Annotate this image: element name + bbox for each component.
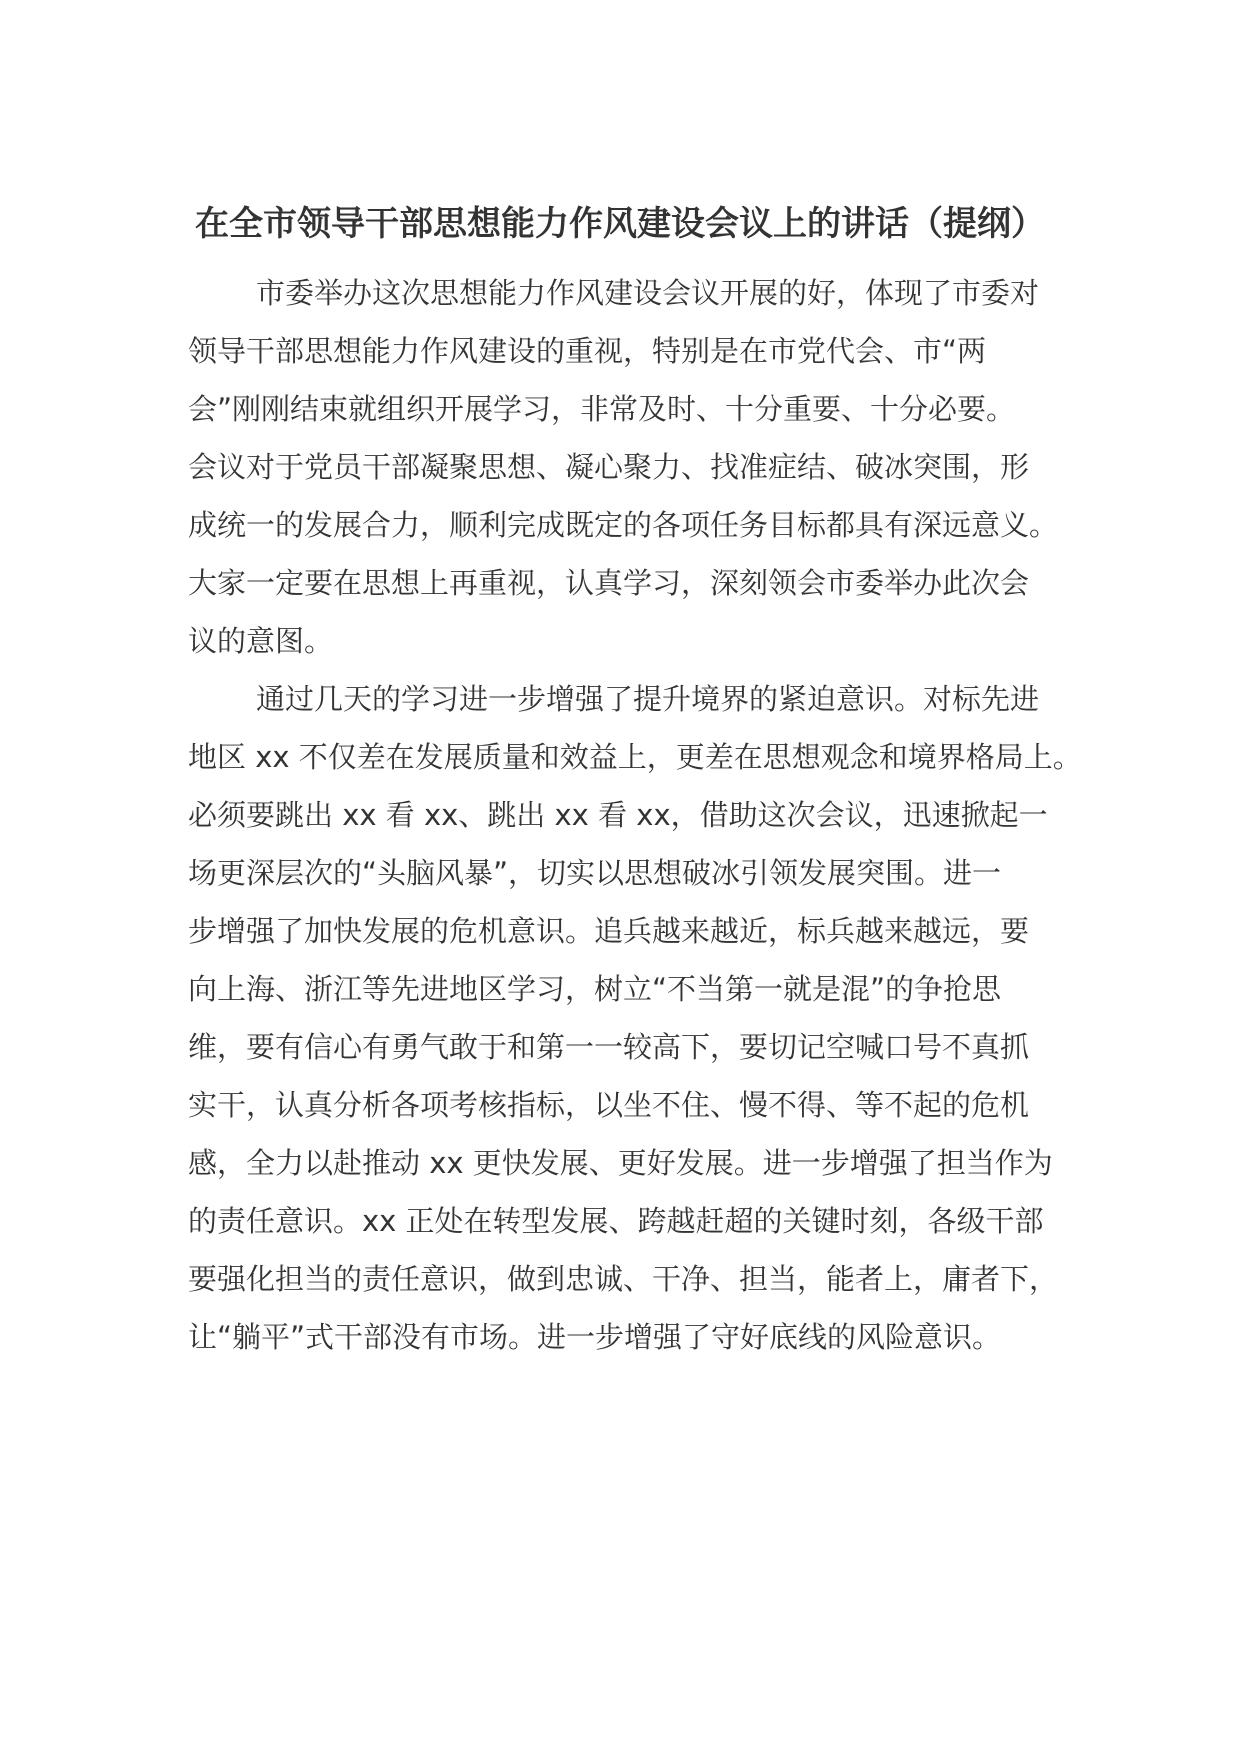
- paragraph-line: 向上海、浙江等先进地区学习，树立“不当第一就是混”的争抢思: [188, 972, 1002, 1006]
- paragraph-line: 领导干部思想能力作风建设的重视，特别是在市党代会、市“两: [188, 334, 987, 368]
- paragraph-line: 会”刚刚结束就组织开展学习，非常及时、十分重要、十分必要。: [188, 392, 1016, 426]
- paragraph-line: 市委举办这次思想能力作风建设会议开展的好，体现了市委对: [256, 276, 1040, 310]
- paragraph-line: 通过几天的学习进一步增强了提升境界的紧迫意识。对标先进: [256, 682, 1040, 716]
- page-title: 在全市领导干部思想能力作风建设会议上的讲话（提纲）: [195, 204, 1045, 244]
- paragraph-line: 要强化担当的责任意识，做到忠诚、干净、担当，能者上，庸者下，: [188, 1262, 1059, 1296]
- paragraph-line: 必须要跳出 xx 看 xx、跳出 xx 看 xx，借助这次会议，迅速掀起一: [188, 798, 1048, 832]
- paragraph-line: 感，全力以赴推动 xx 更快发展、更好发展。进一步增强了担当作为: [188, 1146, 1053, 1180]
- paragraph-line: 步增强了加快发展的危机意识。追兵越来越近，标兵越来越远，要: [188, 914, 1030, 948]
- paragraph-line: 大家一定要在思想上再重视，认真学习，深刻领会市委举办此次会: [188, 566, 1030, 600]
- paragraph-line: 让“躺平”式干部没有市场。进一步增强了守好底线的风险意识。: [188, 1320, 1002, 1354]
- paragraph-line: 议的意图。: [188, 624, 334, 658]
- paragraph-line: 会议对于党员干部凝聚思想、凝心聚力、找准症结、破冰突围，形: [188, 450, 1030, 484]
- paragraph-line: 地区 xx 不仅差在发展质量和效益上，更差在思想观念和境界格局上。: [188, 740, 1082, 774]
- paragraph-line: 实干，认真分析各项考核指标，以坐不住、慢不得、等不起的危机: [188, 1088, 1030, 1122]
- paragraph-line: 场更深层次的“头脑风暴”，切实以思想破冰引领发展突围。进一: [188, 856, 1002, 890]
- paragraph-line: 维，要有信心有勇气敢于和第一一较高下，要切记空喊口号不真抓: [188, 1030, 1030, 1064]
- paragraph-line: 的责任意识。xx 正处在转型发展、跨越赶超的关键时刻，各级干部: [188, 1204, 1044, 1238]
- paragraph-line: 成统一的发展合力，顺利完成既定的各项任务目标都具有深远意义。: [188, 508, 1059, 542]
